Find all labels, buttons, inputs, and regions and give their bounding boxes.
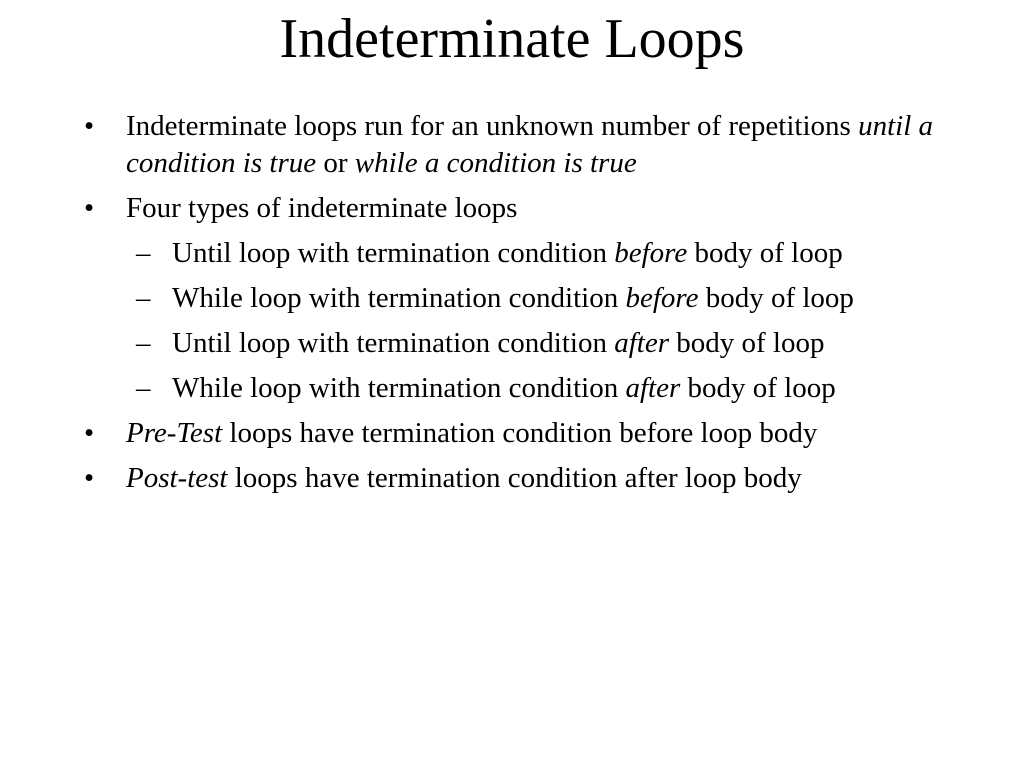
bullet-dash-icon: –	[136, 327, 151, 359]
bullet-text-run: loops have termination condition before loop body	[222, 417, 818, 449]
bullet-dot-icon: •	[84, 462, 95, 494]
bullet-dash-icon: –	[136, 237, 151, 269]
bullet-item	[84, 190, 944, 227]
bullet-text-run: Until loop with termination condition	[172, 237, 615, 269]
bullet-text-run: Indeterminate loops run for an unknown number of repetitions	[126, 110, 859, 142]
bullet-text-italic: while a condition is true	[354, 147, 637, 179]
bullet-text	[126, 110, 933, 179]
bullet-text-italic: before	[625, 282, 699, 314]
bullet-text-run: body of loop	[687, 237, 843, 269]
bullet-text-run: Until loop with termination condition	[172, 327, 615, 359]
bullet-text-italic: until a condition is true	[126, 110, 933, 179]
bullet-text	[172, 282, 854, 314]
bullet-text-italic: Pre-Test	[126, 417, 223, 449]
bullet-text	[172, 327, 824, 359]
sub-bullet-item	[84, 235, 944, 272]
bullet-item	[84, 415, 944, 452]
bullet-text	[172, 372, 836, 404]
bullet-text-run: body of loop	[698, 282, 854, 314]
bullet-dash-icon: –	[136, 282, 151, 314]
sub-bullet-item	[84, 280, 944, 317]
bullet-text-run: loops have termination condition after loop body	[227, 462, 802, 494]
slide-title: Indeterminate Loops	[279, 8, 745, 70]
bullet-text-italic: after	[625, 372, 681, 404]
bullet-text-run: While loop with termination condition	[172, 372, 626, 404]
bullet-text	[126, 192, 517, 224]
bullet-item	[84, 460, 944, 497]
bullet-text	[126, 462, 802, 494]
bullet-text-run: body of loop	[669, 327, 825, 359]
bullet-text	[172, 237, 843, 269]
bullet-dash-icon: –	[136, 372, 151, 404]
slide-content	[84, 108, 944, 505]
bullet-text-run: body of loop	[680, 372, 836, 404]
bullet-text	[126, 417, 817, 449]
bullet-text-run: Four types of indeterminate loops	[126, 192, 518, 224]
bullet-dot-icon: •	[84, 417, 95, 449]
sub-bullet-item	[84, 325, 944, 362]
bullet-text-run: or	[316, 147, 355, 179]
bullet-text-italic: before	[614, 237, 688, 269]
sub-bullet-item	[84, 370, 944, 407]
bullet-item	[84, 108, 944, 182]
bullet-text-italic: after	[614, 327, 669, 359]
bullet-dot-icon: •	[84, 192, 95, 224]
bullet-text-run: While loop with termination condition	[172, 282, 626, 314]
bullet-text-italic: Post-test	[126, 462, 228, 494]
bullet-dot-icon: •	[84, 110, 95, 142]
